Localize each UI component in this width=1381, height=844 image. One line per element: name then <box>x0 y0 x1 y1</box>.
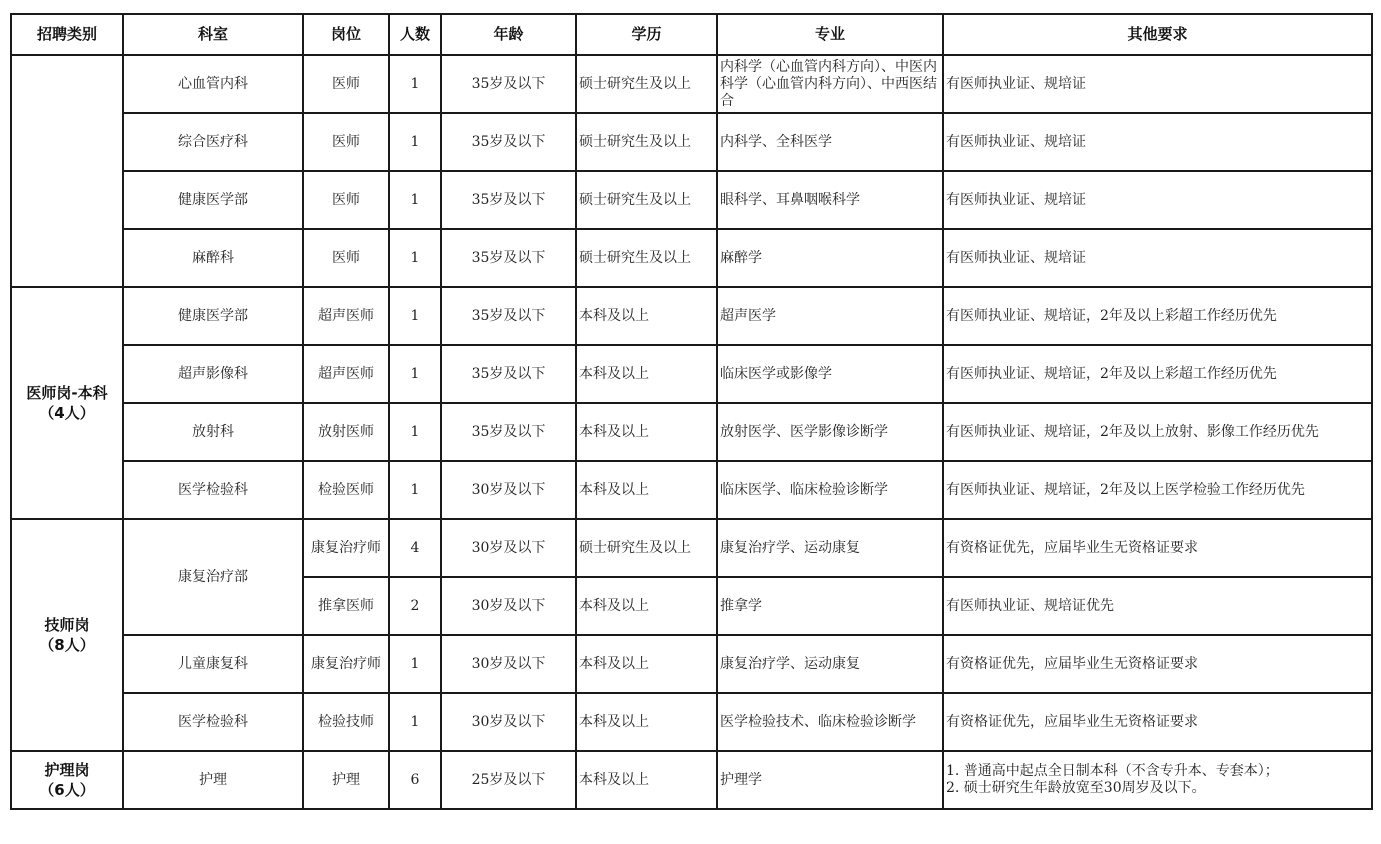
position-cell: 康复治疗师 <box>303 635 389 693</box>
headcount-cell: 2 <box>389 577 441 635</box>
header-age: 年龄 <box>441 14 576 55</box>
header-row <box>11 14 1372 55</box>
position-cell: 推拿医师 <box>303 577 389 635</box>
major-cell: 内科学（心血管内科方向）、中医内科学（心血管内科方向）、中西医结合 <box>717 55 943 113</box>
category-name: 医师岗-本科 <box>26 384 108 402</box>
department-cell: 康复治疗部 <box>123 519 303 635</box>
age-cell: 30岁及以下 <box>441 635 576 693</box>
position-cell: 医师 <box>303 171 389 229</box>
category-cell <box>11 287 123 519</box>
position-cell: 超声医师 <box>303 345 389 403</box>
table-row <box>11 751 1372 809</box>
major-cell: 医学检验技术、临床检验诊断学 <box>717 693 943 751</box>
position-cell: 医师 <box>303 229 389 287</box>
headcount-cell: 1 <box>389 55 441 113</box>
requirements-cell: 有医师执业证、规培证，2年及以上医学检验工作经历优先 <box>943 461 1372 519</box>
education-cell: 本科及以上 <box>576 461 717 519</box>
education-cell: 硕士研究生及以上 <box>576 519 717 577</box>
header-education: 学历 <box>576 14 717 55</box>
age-cell: 25岁及以下 <box>441 751 576 809</box>
category-count: （6人） <box>39 781 95 799</box>
table-row <box>11 519 1372 577</box>
education-cell: 本科及以上 <box>576 693 717 751</box>
table-row <box>11 403 1372 461</box>
table-row <box>11 55 1372 113</box>
headcount-cell: 1 <box>389 635 441 693</box>
age-cell: 35岁及以下 <box>441 345 576 403</box>
age-cell: 35岁及以下 <box>441 113 576 171</box>
header-position: 岗位 <box>303 14 389 55</box>
category-count: （4人） <box>39 404 95 422</box>
category-name: 护理岗 <box>44 761 90 779</box>
department-cell: 护理 <box>123 751 303 809</box>
position-cell: 检验技师 <box>303 693 389 751</box>
requirements-cell: 有医师执业证、规培证优先 <box>943 577 1372 635</box>
age-cell: 30岁及以下 <box>441 461 576 519</box>
requirements-cell: 有医师执业证、规培证，2年及以上放射、影像工作经历优先 <box>943 403 1372 461</box>
major-cell: 康复治疗学、运动康复 <box>717 635 943 693</box>
major-cell: 临床医学、临床检验诊断学 <box>717 461 943 519</box>
headcount-cell: 1 <box>389 287 441 345</box>
education-cell: 本科及以上 <box>576 635 717 693</box>
major-cell: 超声医学 <box>717 287 943 345</box>
major-cell: 眼科学、耳鼻咽喉科学 <box>717 171 943 229</box>
education-cell: 本科及以上 <box>576 287 717 345</box>
category-cell <box>11 55 123 287</box>
table-row <box>11 693 1372 751</box>
table-row <box>11 461 1372 519</box>
major-cell: 康复治疗学、运动康复 <box>717 519 943 577</box>
category-count: （8人） <box>39 636 95 654</box>
requirements-cell: 有医师执业证、规培证 <box>943 55 1372 113</box>
education-cell: 本科及以上 <box>576 345 717 403</box>
table-row <box>11 171 1372 229</box>
education-cell: 硕士研究生及以上 <box>576 229 717 287</box>
major-cell: 护理学 <box>717 751 943 809</box>
requirements-cell: 有医师执业证、规培证，2年及以上彩超工作经历优先 <box>943 345 1372 403</box>
education-cell: 硕士研究生及以上 <box>576 171 717 229</box>
requirements-cell: 有医师执业证、规培证 <box>943 171 1372 229</box>
requirements-cell: 1. 普通高中起点全日制本科（不含专升本、专套本）； 2. 硕士研究生年龄放宽至30周岁及以下。 <box>943 751 1372 809</box>
education-cell: 硕士研究生及以上 <box>576 55 717 113</box>
age-cell: 35岁及以下 <box>441 171 576 229</box>
category-name: 技师岗 <box>44 616 90 634</box>
headcount-cell: 1 <box>389 403 441 461</box>
table-row <box>11 635 1372 693</box>
headcount-cell: 1 <box>389 113 441 171</box>
requirements-cell: 有医师执业证、规培证 <box>943 113 1372 171</box>
requirements-cell: 有资格证优先，应届毕业生无资格证要求 <box>943 635 1372 693</box>
position-cell: 医师 <box>303 55 389 113</box>
headcount-cell: 1 <box>389 229 441 287</box>
age-cell: 30岁及以下 <box>441 577 576 635</box>
department-cell: 医学检验科 <box>123 461 303 519</box>
major-cell: 放射医学、医学影像诊断学 <box>717 403 943 461</box>
department-cell: 医学检验科 <box>123 693 303 751</box>
department-cell: 健康医学部 <box>123 287 303 345</box>
education-cell: 本科及以上 <box>576 751 717 809</box>
education-cell: 本科及以上 <box>576 577 717 635</box>
department-cell: 综合医疗科 <box>123 113 303 171</box>
department-cell: 心血管内科 <box>123 55 303 113</box>
major-cell: 内科学、全科医学 <box>717 113 943 171</box>
department-cell: 麻醉科 <box>123 229 303 287</box>
recruitment-table <box>10 13 1373 810</box>
age-cell: 35岁及以下 <box>441 229 576 287</box>
headcount-cell: 4 <box>389 519 441 577</box>
headcount-cell: 1 <box>389 461 441 519</box>
category-cell <box>11 519 123 751</box>
table-row <box>11 345 1372 403</box>
header-headcount: 人数 <box>389 14 441 55</box>
department-cell: 放射科 <box>123 403 303 461</box>
requirements-cell: 有资格证优先，应届毕业生无资格证要求 <box>943 519 1372 577</box>
education-cell: 硕士研究生及以上 <box>576 113 717 171</box>
headcount-cell: 1 <box>389 345 441 403</box>
age-cell: 35岁及以下 <box>441 403 576 461</box>
age-cell: 30岁及以下 <box>441 519 576 577</box>
position-cell: 护理 <box>303 751 389 809</box>
table-row <box>11 287 1372 345</box>
headcount-cell: 1 <box>389 171 441 229</box>
age-cell: 35岁及以下 <box>441 55 576 113</box>
table-row <box>11 113 1372 171</box>
requirements-cell: 有资格证优先，应届毕业生无资格证要求 <box>943 693 1372 751</box>
headcount-cell: 6 <box>389 751 441 809</box>
department-cell: 超声影像科 <box>123 345 303 403</box>
major-cell: 推拿学 <box>717 577 943 635</box>
position-cell: 检验医师 <box>303 461 389 519</box>
requirements-cell: 有医师执业证、规培证，2年及以上彩超工作经历优先 <box>943 287 1372 345</box>
header-requirements: 其他要求 <box>943 14 1372 55</box>
category-cell <box>11 751 123 809</box>
education-cell: 本科及以上 <box>576 403 717 461</box>
department-cell: 健康医学部 <box>123 171 303 229</box>
age-cell: 35岁及以下 <box>441 287 576 345</box>
age-cell: 30岁及以下 <box>441 693 576 751</box>
header-department: 科室 <box>123 14 303 55</box>
headcount-cell: 1 <box>389 693 441 751</box>
position-cell: 放射医师 <box>303 403 389 461</box>
major-cell: 麻醉学 <box>717 229 943 287</box>
header-category: 招聘类别 <box>11 14 123 55</box>
requirements-cell: 有医师执业证、规培证 <box>943 229 1372 287</box>
table-row <box>11 229 1372 287</box>
header-major: 专业 <box>717 14 943 55</box>
department-cell: 儿童康复科 <box>123 635 303 693</box>
position-cell: 超声医师 <box>303 287 389 345</box>
major-cell: 临床医学或影像学 <box>717 345 943 403</box>
position-cell: 康复治疗师 <box>303 519 389 577</box>
position-cell: 医师 <box>303 113 389 171</box>
